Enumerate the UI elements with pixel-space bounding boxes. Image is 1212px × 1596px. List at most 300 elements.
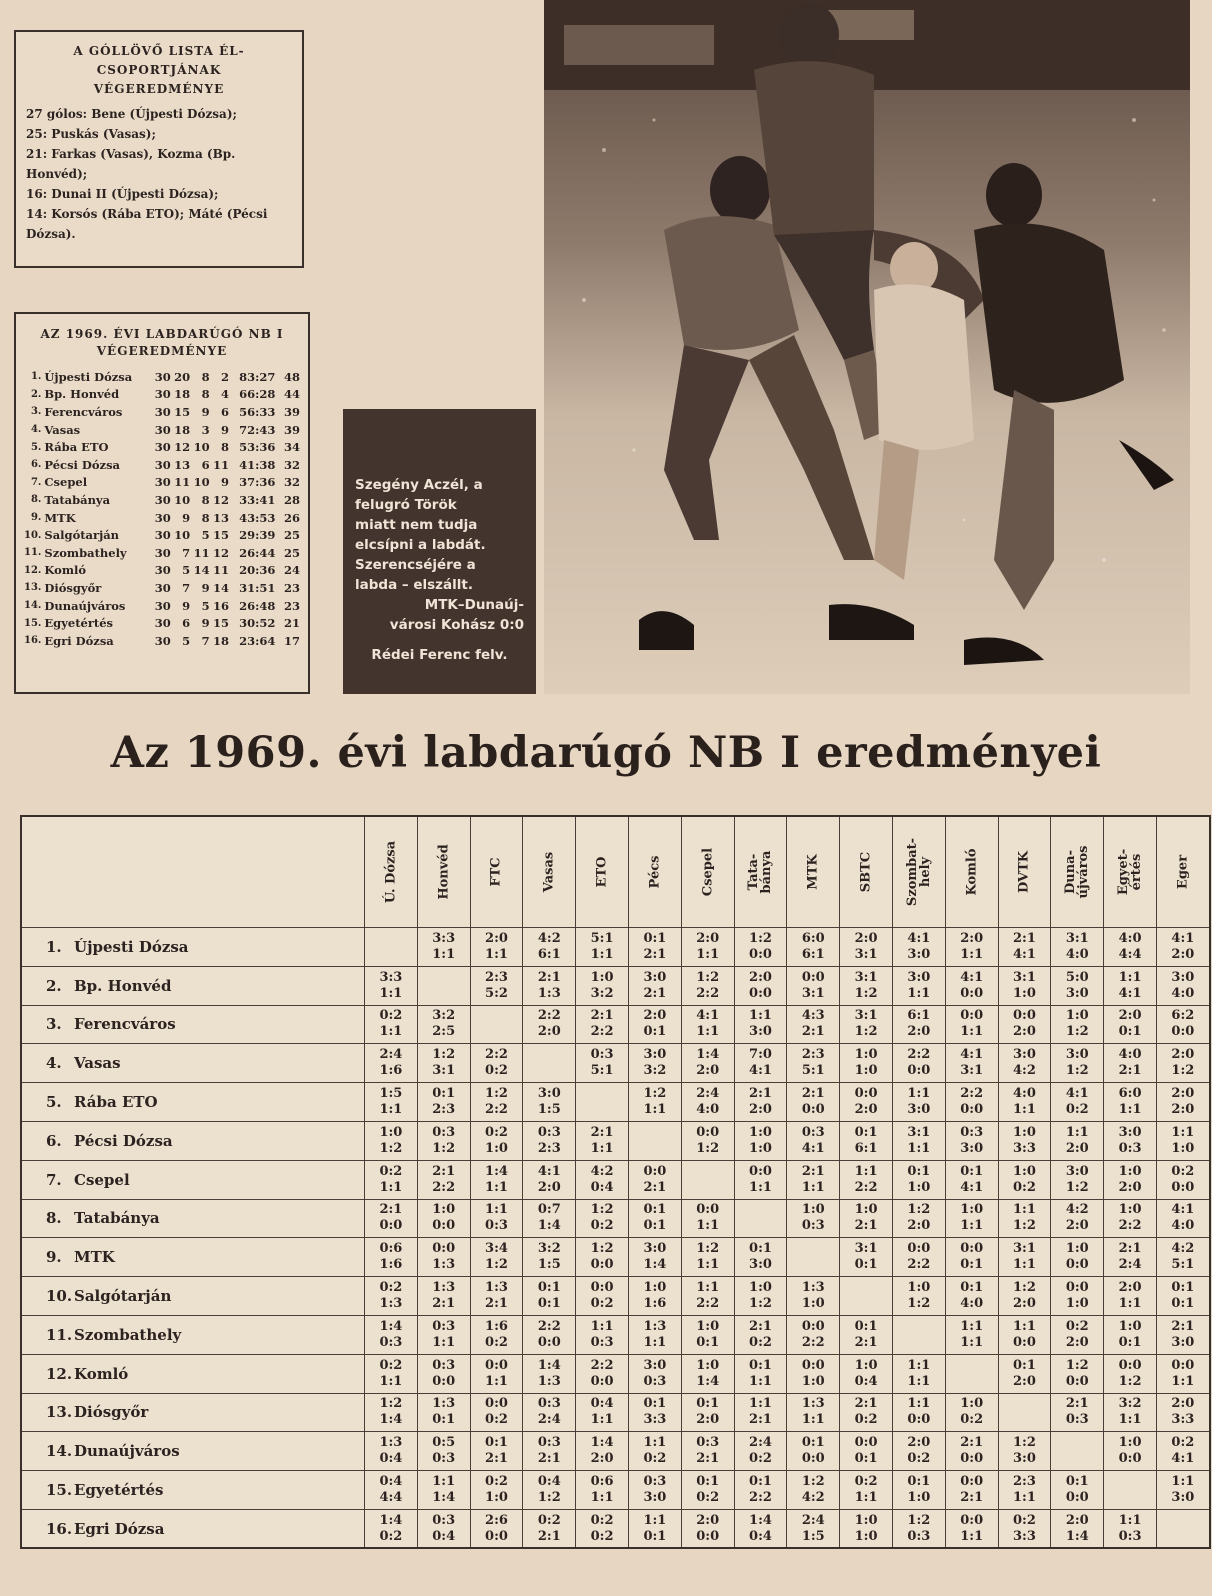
standings-team: Tatabánya [44, 492, 111, 507]
result-away-score: 2:0 [1065, 1334, 1089, 1350]
results-cell [365, 966, 418, 1005]
result-away-score: 2:0 [1013, 1024, 1036, 1040]
results-cell [1156, 1315, 1209, 1354]
result-away-score: 4:0 [1171, 1218, 1195, 1234]
result-away-score: 1:2 [1118, 1373, 1142, 1389]
result-home-score: 2:1 [1118, 1241, 1142, 1257]
result-home-score: 0:0 [590, 1280, 614, 1296]
result-away-score: 1:1 [1118, 1412, 1142, 1428]
results-cell [681, 1432, 734, 1471]
results-cell [470, 1121, 523, 1160]
result-home-score: 0:0 [1171, 1357, 1195, 1373]
result-home-score: 0:3 [432, 1318, 456, 1334]
result-home-score: 1:0 [960, 1396, 984, 1412]
results-cell [1051, 1199, 1104, 1238]
standings-row [24, 562, 300, 580]
results-row-position: 13. [46, 1403, 73, 1422]
result-home-score: 4:0 [1013, 1086, 1036, 1102]
result-away-score: 0:0 [960, 985, 984, 1001]
results-row [21, 1160, 1210, 1199]
results-cell [998, 1044, 1051, 1083]
results-cell [523, 1005, 576, 1044]
result-home-score: 1:2 [643, 1086, 667, 1102]
result-home-score: 1:2 [749, 930, 772, 946]
results-cell [628, 1393, 681, 1432]
result-away-score: 1:1 [960, 1218, 984, 1234]
scorer-line [26, 124, 292, 144]
result-away-score: 1:1 [1118, 1102, 1142, 1118]
result-away-score: 3:0 [749, 1257, 772, 1273]
result-away-score: 0:2 [379, 1528, 403, 1544]
results-cell [1156, 1471, 1209, 1510]
result-home-score: 1:2 [1013, 1280, 1036, 1296]
result-home-score: 3:0 [1065, 1047, 1089, 1063]
result-home-score: 1:4 [485, 1163, 508, 1179]
standings-played: 30 [154, 387, 171, 402]
results-column-label: Vasas [541, 851, 557, 893]
result-home-score: 1:0 [696, 1318, 720, 1334]
standings-played: 30 [154, 457, 171, 472]
standings-row [24, 526, 300, 544]
results-cell [576, 1354, 629, 1393]
results-row-team [21, 1121, 365, 1160]
results-cell [998, 1471, 1051, 1510]
result-home-score: 2:1 [1013, 930, 1036, 946]
result-home-score: 1:3 [801, 1396, 825, 1412]
standings-team: Diósgyőr [44, 580, 102, 595]
standings-won: 15 [174, 404, 191, 419]
result-away-score: 0:0 [1118, 1451, 1142, 1467]
results-cell [1156, 1393, 1209, 1432]
result-away-score: 3:1 [960, 1063, 984, 1079]
result-home-score: 2:0 [960, 930, 984, 946]
results-cell [787, 1471, 840, 1510]
results-row-team-name: Tatabánya [74, 1209, 160, 1228]
results-cell [892, 966, 945, 1005]
results-row [21, 1509, 1210, 1548]
result-away-score: 4:1 [1171, 1451, 1195, 1467]
results-cell [840, 1393, 893, 1432]
result-away-score: 1:2 [1065, 1063, 1089, 1079]
result-away-score: 1:5 [537, 1102, 561, 1118]
standings-won: 10 [174, 492, 191, 507]
result-home-score: 1:0 [1013, 1163, 1036, 1179]
result-away-score: 1:1 [1013, 1490, 1036, 1506]
results-column-header [945, 816, 998, 928]
results-column-label: Eger [1175, 854, 1191, 890]
result-away-score: 2:1 [537, 1528, 561, 1544]
results-cell [945, 1315, 998, 1354]
results-column-header [840, 816, 893, 928]
result-away-score: 0:0 [960, 1451, 984, 1467]
results-cell [945, 1393, 998, 1432]
result-home-score: 0:0 [801, 1357, 825, 1373]
result-away-score: 0:3 [1118, 1528, 1142, 1544]
result-away-score: 0:3 [801, 1218, 825, 1234]
result-home-score: 1:0 [1118, 1435, 1142, 1451]
result-home-score: 2:2 [590, 1357, 614, 1373]
results-cell [840, 1509, 893, 1548]
results-cell [365, 1083, 418, 1122]
results-cell [998, 1509, 1051, 1548]
result-home-score: 0:0 [960, 1474, 984, 1490]
result-home-score: 3:3 [432, 930, 456, 946]
results-row [21, 1471, 1210, 1510]
results-column-label: DVTK [1016, 850, 1032, 894]
result-away-score: 0:2 [1013, 1179, 1036, 1195]
result-away-score: 1:3 [379, 1296, 403, 1312]
result-home-score: 4:2 [1065, 1202, 1089, 1218]
results-cell [734, 928, 787, 967]
results-cell [681, 1005, 734, 1044]
results-cell [681, 966, 734, 1005]
result-home-score: 1:2 [432, 1047, 456, 1063]
result-home-score: 1:3 [432, 1396, 456, 1412]
standings-team: Egri Dózsa [44, 633, 114, 648]
results-cell [945, 1160, 998, 1199]
result-away-score: 3:3 [1013, 1528, 1036, 1544]
result-home-score: 1:0 [854, 1357, 878, 1373]
result-home-score: 2:0 [696, 1512, 720, 1528]
result-away-score: 0:0 [485, 1528, 508, 1544]
result-home-score: 0:1 [907, 1474, 931, 1490]
result-home-score: 5:1 [590, 930, 614, 946]
results-cell [945, 1044, 998, 1083]
results-cell [1104, 1432, 1157, 1471]
result-away-score: 1:0 [801, 1373, 825, 1389]
page-title: Az 1969. évi labdarúgó NB I eredményei [110, 728, 1102, 778]
standings-goals: 26:48 [239, 598, 276, 613]
results-cell [892, 1354, 945, 1393]
results-cell [840, 1121, 893, 1160]
result-away-score: 2:2 [801, 1334, 825, 1350]
result-away-score: 0:2 [590, 1528, 614, 1544]
results-cell [417, 1509, 470, 1548]
standings-played: 30 [154, 510, 171, 525]
result-away-score: 2:0 [696, 1412, 720, 1428]
results-cell [576, 1160, 629, 1199]
result-away-score: 3:2 [643, 1063, 667, 1079]
result-home-score: 0:0 [907, 1241, 931, 1257]
results-cell [734, 1432, 787, 1471]
standings-position: 3. [30, 406, 42, 418]
top-scorers-heading-line: VÉGEREDMÉNYE [93, 82, 225, 96]
result-home-score: 1:3 [485, 1280, 508, 1296]
standings-lost: 6 [221, 404, 230, 419]
results-cell [365, 1044, 418, 1083]
results-row-team-name: Csepel [74, 1170, 130, 1189]
results-cell [417, 1083, 470, 1122]
result-away-score: 1:4 [379, 1412, 403, 1428]
result-away-score: 3:1 [854, 946, 878, 962]
results-cell-empty [1104, 1471, 1157, 1510]
results-cell [576, 1432, 629, 1471]
results-cell [523, 966, 576, 1005]
result-home-score: 0:1 [749, 1474, 772, 1490]
result-home-score: 0:2 [485, 1474, 508, 1490]
result-home-score: 3:3 [379, 969, 403, 985]
standings-lost: 16 [213, 598, 230, 613]
results-column-header [1156, 816, 1209, 928]
results-cell [523, 1432, 576, 1471]
result-home-score: 1:1 [960, 1318, 984, 1334]
result-home-score: 0:0 [960, 1008, 984, 1024]
result-home-score: 1:2 [801, 1474, 825, 1490]
standings-drawn: 8 [201, 387, 210, 402]
scorer-goal-count: 21 [26, 147, 43, 161]
standings-row [24, 597, 300, 615]
result-away-score: 2:0 [1118, 1179, 1142, 1195]
standings-played: 30 [154, 492, 171, 507]
result-home-score: 0:0 [432, 1241, 456, 1257]
standings-played: 30 [154, 422, 171, 437]
result-away-score: 4:1 [960, 1179, 984, 1195]
caption-line: felugró Török [355, 497, 457, 513]
result-home-score: 0:0 [1013, 1008, 1036, 1024]
results-cell [1156, 1238, 1209, 1277]
standings-position: 12. [24, 564, 42, 576]
result-home-score: 0:0 [696, 1202, 720, 1218]
results-cell [998, 1199, 1051, 1238]
result-home-score: 3:1 [1065, 930, 1089, 946]
results-cell [840, 1044, 893, 1083]
result-away-score: 1:4 [643, 1257, 667, 1273]
results-cell [1104, 1199, 1157, 1238]
result-home-score: 2:0 [1171, 1396, 1195, 1412]
results-cell [1051, 966, 1104, 1005]
results-cell [892, 1432, 945, 1471]
results-cell [892, 928, 945, 967]
result-away-score: 1:1 [590, 1140, 614, 1156]
result-home-score: 2:0 [1118, 1280, 1142, 1296]
result-home-score: 3:1 [854, 1241, 878, 1257]
results-cell [417, 1471, 470, 1510]
results-cell [576, 1393, 629, 1432]
results-row-team-name: Pécsi Dózsa [74, 1131, 173, 1150]
result-home-score: 6:0 [1118, 1086, 1142, 1102]
standings-drawn: 11 [193, 545, 210, 560]
result-away-score: 1:6 [379, 1063, 403, 1079]
results-cell [470, 1044, 523, 1083]
result-away-score: 1:1 [485, 946, 508, 962]
standings-drawn: 9 [201, 616, 210, 631]
standings-goals: 31:51 [239, 580, 276, 595]
results-cell [1156, 1160, 1209, 1199]
results-cell [1051, 1044, 1104, 1083]
result-home-score: 1:1 [590, 1318, 614, 1334]
standings-goals: 53:36 [239, 440, 276, 455]
result-home-score: 1:3 [432, 1280, 456, 1296]
result-home-score: 1:0 [854, 1047, 878, 1063]
standings-row [24, 386, 300, 404]
result-home-score: 2:2 [907, 1047, 931, 1063]
result-away-score: 0:0 [1065, 1490, 1089, 1506]
results-cell [734, 1005, 787, 1044]
results-cell [681, 1393, 734, 1432]
results-cell [365, 1393, 418, 1432]
standings-lost: 18 [213, 633, 230, 648]
results-cell [417, 1315, 470, 1354]
standings-goals: 37:36 [239, 475, 276, 490]
results-row-team-name: MTK [74, 1248, 115, 1267]
result-away-score: 1:0 [801, 1296, 825, 1312]
results-column-header [417, 816, 470, 928]
results-cell-empty [840, 1277, 893, 1316]
result-away-score: 1:2 [749, 1296, 772, 1312]
standings-position: 2. [30, 388, 42, 400]
standings-lost: 12 [213, 545, 230, 560]
result-home-score: 2:1 [960, 1435, 984, 1451]
results-cell [1156, 1199, 1209, 1238]
result-home-score: 0:4 [590, 1396, 614, 1412]
results-row [21, 1277, 1210, 1316]
results-cell [1051, 928, 1104, 967]
results-cell [470, 1083, 523, 1122]
caption-line: miatt nem tudja [355, 517, 478, 533]
standings-points: 24 [283, 563, 300, 578]
results-cell [681, 1354, 734, 1393]
result-home-score: 1:0 [1118, 1202, 1142, 1218]
result-away-score: 1:3 [537, 1373, 561, 1389]
result-home-score: 3:0 [907, 969, 931, 985]
result-away-score: 3:2 [590, 985, 614, 1001]
result-away-score: 1:1 [960, 1334, 984, 1350]
results-cell [840, 1315, 893, 1354]
standings-row [24, 509, 300, 527]
result-home-score: 1:2 [379, 1396, 403, 1412]
result-away-score: 2:0 [907, 1218, 931, 1234]
results-cell [470, 1393, 523, 1432]
scorer-goal-count: 25 [26, 127, 43, 141]
result-away-score: 3:0 [1013, 1451, 1036, 1467]
results-cell [892, 1238, 945, 1277]
result-away-score: 0:2 [907, 1451, 931, 1467]
result-away-score: 3:3 [1171, 1412, 1195, 1428]
result-home-score: 3:0 [1013, 1047, 1036, 1063]
results-cell [470, 1471, 523, 1510]
standings-lost: 9 [221, 475, 230, 490]
result-away-score: 1:1 [907, 985, 931, 1001]
result-away-score: 0:0 [1065, 1373, 1089, 1389]
result-home-score: 0:0 [854, 1435, 878, 1451]
result-away-score: 1:6 [379, 1257, 403, 1273]
results-cell [628, 1432, 681, 1471]
results-cell [523, 1238, 576, 1277]
results-cross-table [20, 815, 1211, 1549]
results-cell [365, 1509, 418, 1548]
result-home-score: 2:3 [801, 1047, 825, 1063]
results-row [21, 1315, 1210, 1354]
result-away-score: 2:2 [854, 1179, 878, 1195]
results-cell [523, 1354, 576, 1393]
results-cell [945, 966, 998, 1005]
result-away-score: 0:0 [432, 1373, 456, 1389]
results-cell-empty [945, 1354, 998, 1393]
results-column-header [998, 816, 1051, 928]
results-row [21, 1199, 1210, 1238]
results-cell [576, 1277, 629, 1316]
standings-points: 23 [283, 580, 300, 595]
result-home-score: 0:1 [749, 1357, 772, 1373]
result-away-score: 2:0 [1171, 946, 1195, 962]
result-home-score: 0:1 [432, 1086, 456, 1102]
results-cell [523, 1083, 576, 1122]
standings-lost: 13 [213, 510, 230, 525]
result-away-score: 0:1 [854, 1451, 878, 1467]
result-away-score: 1:4 [1065, 1528, 1089, 1544]
standings-points: 21 [283, 616, 300, 631]
result-home-score: 0:3 [960, 1124, 984, 1140]
result-home-score: 3:0 [643, 1241, 667, 1257]
results-cell-empty [365, 928, 418, 967]
results-cell [945, 1509, 998, 1548]
result-away-score: 1:1 [379, 1179, 403, 1195]
standings-lost: 11 [213, 457, 230, 472]
result-home-score: 3:2 [432, 1008, 456, 1024]
result-away-score: 1:3 [537, 985, 561, 1001]
result-away-score: 2:2 [696, 985, 720, 1001]
result-away-score: 0:2 [485, 1063, 508, 1079]
result-home-score: 0:2 [379, 1357, 403, 1373]
result-away-score: 0:2 [696, 1490, 720, 1506]
results-cell-empty [998, 1393, 1051, 1432]
results-row-team-name: Újpesti Dózsa [74, 937, 189, 956]
result-home-score: 1:0 [1118, 1318, 1142, 1334]
results-cell [365, 1238, 418, 1277]
results-cell [628, 1354, 681, 1393]
results-cell [1051, 1277, 1104, 1316]
result-home-score: 1:0 [749, 1124, 772, 1140]
result-away-score: 4:4 [1118, 946, 1142, 962]
standings-drawn: 9 [201, 580, 210, 595]
results-cell [892, 1509, 945, 1548]
result-away-score: 2:1 [643, 985, 667, 1001]
results-cell [787, 928, 840, 967]
result-home-score: 1:4 [749, 1512, 772, 1528]
result-away-score: 3:0 [907, 946, 931, 962]
results-cell [945, 1238, 998, 1277]
result-home-score: 2:1 [379, 1202, 403, 1218]
result-away-score: 6:1 [537, 946, 561, 962]
standings-drawn: 8 [201, 492, 210, 507]
results-cell [1156, 1432, 1209, 1471]
standings-played: 30 [154, 598, 171, 613]
result-away-score: 5:1 [1171, 1257, 1195, 1273]
standings-won: 5 [182, 563, 191, 578]
result-home-score: 2:1 [537, 969, 561, 985]
result-home-score: 1:0 [1065, 1008, 1089, 1024]
result-home-score: 2:3 [485, 969, 508, 985]
results-cell [628, 1044, 681, 1083]
result-away-score: 0:0 [379, 1218, 403, 1234]
result-home-score: 1:0 [1065, 1241, 1089, 1257]
standings-drawn: 10 [193, 475, 210, 490]
result-away-score: 3:0 [643, 1490, 667, 1506]
results-cell-empty [523, 1044, 576, 1083]
results-cell-empty [417, 966, 470, 1005]
result-away-score: 0:1 [1171, 1296, 1195, 1312]
results-column-header [523, 816, 576, 928]
results-cell [365, 1432, 418, 1471]
results-cell [628, 928, 681, 967]
results-cell [1051, 1471, 1104, 1510]
results-row [21, 1432, 1210, 1471]
result-away-score: 2:0 [696, 1063, 720, 1079]
results-cell [945, 1005, 998, 1044]
results-cell [576, 966, 629, 1005]
results-column-header [892, 816, 945, 928]
result-away-score: 5:2 [485, 985, 508, 1001]
